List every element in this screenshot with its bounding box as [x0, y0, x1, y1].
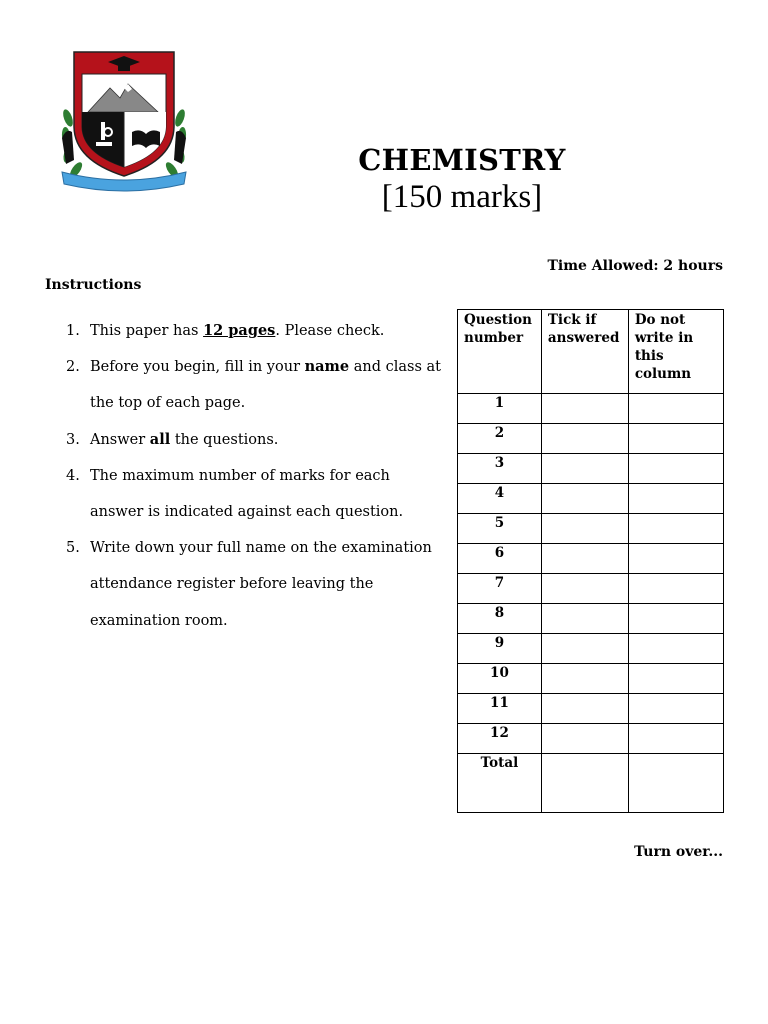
total-label: Total [458, 754, 542, 813]
marks-table [457, 309, 724, 813]
instruction-item: 2. Before you begin, fill in your name and class at the top of each page. [66, 358, 441, 412]
table-row: 10 [458, 664, 724, 694]
page-count: 12 pages [203, 322, 276, 339]
exam-title-block [300, 143, 624, 216]
header-question-number: Question number [458, 310, 542, 394]
tick-cell[interactable] [541, 544, 628, 574]
tick-cell[interactable] [541, 694, 628, 724]
table-row: 12 [458, 724, 724, 754]
tick-cell[interactable] [541, 484, 628, 514]
tick-cell[interactable] [541, 754, 628, 813]
instruction-item: 3. Answer all the questions. [66, 430, 279, 448]
examiner-cell [628, 514, 723, 544]
examiner-cell [628, 544, 723, 574]
examiner-cell [628, 394, 723, 424]
total-row [458, 754, 724, 813]
examiner-cell [628, 754, 723, 813]
subject-title: CHEMISTRY [358, 143, 566, 177]
table-row: 9 [458, 634, 724, 664]
tick-cell[interactable] [541, 604, 628, 634]
table-row: 7 [458, 574, 724, 604]
total-marks: [150 marks] [381, 179, 543, 215]
table-row: 8 [458, 604, 724, 634]
examiner-cell [628, 694, 723, 724]
tick-cell[interactable] [541, 394, 628, 424]
table-row: 11 [458, 694, 724, 724]
school-crest-logo [58, 48, 190, 198]
turn-over-note: Turn over... [634, 844, 723, 860]
instruction-item: 5. Write down your full name on the examination attendance register before leaving the examination room. [66, 540, 432, 629]
examiner-cell [628, 634, 723, 664]
examiner-cell [628, 664, 723, 694]
time-allowed: Time Allowed: 2 hours [547, 258, 723, 274]
instruction-item: 1. This paper has 12 pages. Please check. [66, 322, 385, 339]
table-row: 6 [458, 544, 724, 574]
examiner-cell [628, 724, 723, 754]
tick-cell[interactable] [541, 574, 628, 604]
tick-cell[interactable] [541, 664, 628, 694]
tick-cell[interactable] [541, 514, 628, 544]
table-row: 4 [458, 484, 724, 514]
header-examiner-column: Do not write in this column [628, 310, 723, 394]
table-row: 2 [458, 424, 724, 454]
table-row: 5 [458, 514, 724, 544]
examiner-cell [628, 424, 723, 454]
tick-cell[interactable] [541, 424, 628, 454]
examiner-cell [628, 604, 723, 634]
table-row: 1 [458, 394, 724, 424]
examiner-cell [628, 484, 723, 514]
instruction-item: 4. The maximum number of marks for each answer is indicated against each question. [66, 467, 404, 521]
examiner-cell [628, 574, 723, 604]
instructions-list [66, 313, 446, 639]
tick-cell[interactable] [541, 724, 628, 754]
table-row: 3 [458, 454, 724, 484]
examiner-cell [628, 454, 723, 484]
tick-cell[interactable] [541, 634, 628, 664]
tick-cell[interactable] [541, 454, 628, 484]
instructions-heading: Instructions [45, 277, 142, 293]
header-tick-if-answered: Tick if answered [541, 310, 628, 394]
